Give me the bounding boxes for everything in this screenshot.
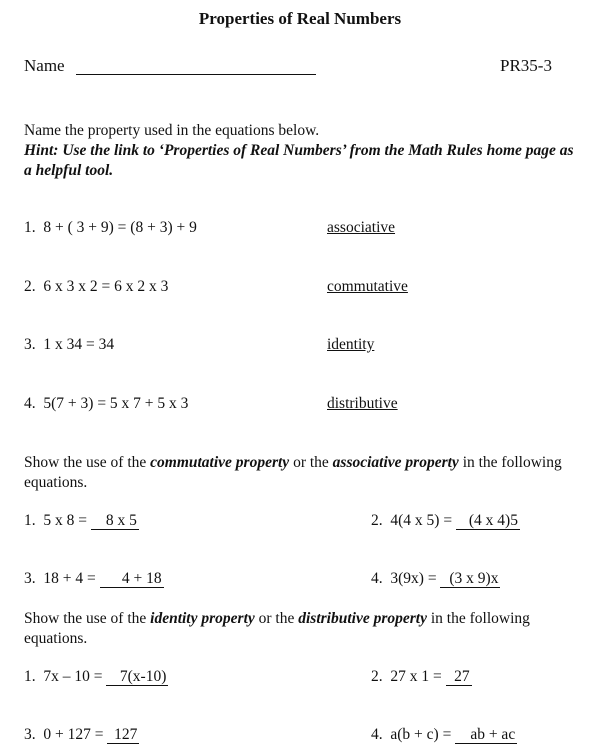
instruction-middle: or the — [254, 610, 299, 627]
instruction-text — [24, 121, 584, 181]
instruction-prefix: Show the use of the — [24, 610, 151, 627]
question-number: 1. — [24, 512, 36, 529]
s3-q2 — [371, 668, 472, 686]
equation: 0 + 127 = — [43, 726, 104, 743]
question-number: 3. — [24, 570, 36, 587]
name-label: Name — [24, 56, 65, 75]
name-field-line[interactable] — [76, 74, 316, 75]
s1-q3 — [24, 336, 114, 354]
answer-field: 7(x-10) — [106, 669, 168, 686]
answer-field: ab + ac — [455, 727, 517, 744]
s3-q4 — [371, 726, 517, 744]
equation: 7x – 10 = — [43, 668, 103, 685]
equation: 5(7 + 3) = 5 x 7 + 5 x 3 — [43, 395, 189, 412]
equation: 27 x 1 = — [390, 668, 442, 685]
s2-q2 — [371, 512, 520, 530]
question-number: 2. — [24, 278, 36, 295]
question-number: 3. — [24, 336, 36, 353]
instruction-middle: or the — [289, 454, 333, 471]
question-number: 4. — [371, 570, 383, 587]
answer-field: 127 — [107, 727, 139, 744]
s1-q3-answer: identity — [327, 336, 375, 353]
instruction-suffix: in the following equations. — [24, 454, 562, 491]
instruction-prefix: Show the use of the — [24, 454, 151, 471]
s3-q1 — [24, 668, 168, 686]
section2-instruction — [24, 453, 584, 493]
question-number: 1. — [24, 668, 36, 685]
hint-text: Hint: Use the link to ‘Properties of Real Numbers’ from the Math Rules home page as a helpful tool. — [24, 142, 574, 179]
answer-field: 8 x 5 — [91, 513, 139, 530]
s1-q4-answer: distributive — [327, 395, 398, 412]
equation: 1 x 34 = 34 — [43, 336, 115, 353]
section3-instruction — [24, 609, 584, 649]
equation: 18 + 4 = — [43, 570, 96, 587]
question-number: 4. — [371, 726, 383, 743]
s1-q4 — [24, 395, 188, 413]
s1-q1 — [24, 219, 197, 237]
answer-field: 27 — [446, 669, 472, 686]
question-number: 2. — [371, 668, 383, 685]
equation: 3(9x) = — [390, 570, 437, 587]
s2-q4 — [371, 570, 500, 588]
question-number: 1. — [24, 219, 36, 236]
equation: a(b + c) = — [390, 726, 452, 743]
term-identity: identity property — [150, 610, 255, 627]
question-number: 2. — [371, 512, 383, 529]
s1-q1-answer: associative — [327, 219, 396, 236]
equation: 6 x 3 x 2 = 6 x 2 x 3 — [43, 278, 169, 295]
question-number: 3. — [24, 726, 36, 743]
s1-q2-answer: commutative — [327, 278, 408, 295]
answer-field: (3 x 9)x — [440, 571, 500, 588]
term-commutative: commutative property — [150, 454, 290, 471]
equation: 5 x 8 = — [43, 512, 87, 529]
page-title: Properties of Real Numbers — [198, 9, 402, 28]
question-number: 4. — [24, 395, 36, 412]
s2-q3 — [24, 570, 164, 588]
equation: 4(4 x 5) = — [390, 512, 453, 529]
s2-q1 — [24, 512, 139, 530]
s1-q2 — [24, 278, 168, 296]
worksheet-code: PR35-3 — [500, 56, 552, 75]
s3-q3 — [24, 726, 139, 744]
equation: 8 + ( 3 + 9) = (8 + 3) + 9 — [43, 219, 197, 236]
term-distributive: distributive property — [298, 610, 427, 627]
answer-field: 4 + 18 — [100, 571, 164, 588]
term-associative: associative property — [332, 454, 459, 471]
answer-field: (4 x 4)5 — [456, 513, 520, 530]
instruction-line: Name the property used in the equations below. — [24, 122, 320, 139]
instruction-suffix: in the following equations. — [24, 610, 530, 647]
